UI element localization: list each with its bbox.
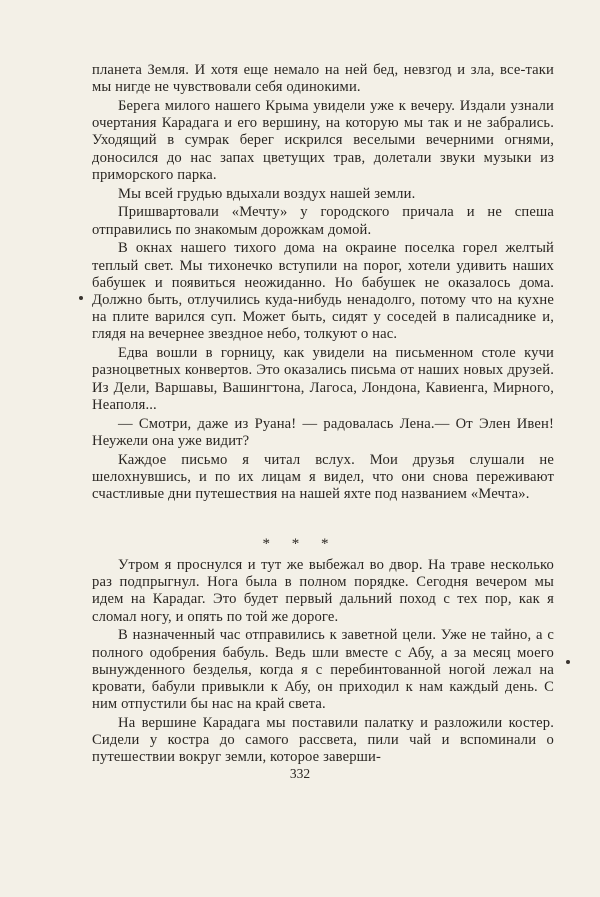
page-number: 332: [289, 766, 311, 781]
paragraph: Пришвартовали «Мечту» у городского причала и не спеша отправились по знакомым дорожкам домой.: [92, 204, 554, 238]
paragraph: Мы всей грудью вдыхали воздух нашей земли.: [118, 185, 416, 202]
paragraph: В назначенный час отправились к заветной цели. Уже не тайно, а с полного одобрения бабуль. Ведь шли вместе с Абу, а за месяц моего вынужденного безделья, когда я с перебинтованной ногой лежал на кровати, бабули привыкли к Абу, он приходил к нам каждый день. С ним отпустили бы нас на край света.: [92, 627, 554, 713]
paragraph: Едва вошли в горницу, как увидели на письменном столе кучи разноцветных конвертов. Это оказались письма от наших новых друзей. Из Дели, Варшавы, Вашингтона, Лагоса, Лондона, Кавиенга, Мирного, Неаполя...: [92, 345, 554, 413]
margin-dot-icon: [79, 296, 83, 300]
paragraph: Берега милого нашего Крыма увидели уже к вечеру. Издали узнали очертания Карадага и его вершину, на которую мы так и не забрались. Уходящий в сумрак берег искрился веселыми вечерними огнями, доносился до нас запах цветущих трав, долетали звуки музыки из приморского парка.: [92, 98, 554, 183]
paragraph: — Смотри, даже из Руана! — радовалась Лена.— От Элен Ивен! Неужели она уже видит?: [92, 415, 554, 449]
main-text-bottom: [92, 557, 554, 768]
paragraph: Утром я проснулся и тут же выбежал во двор. На траве несколько раз подпрыгнул. Нога была в полном порядке. Сегодня вечером мы идем на Карадаг. Это будет первый дальний поход с тех пор, как я сломал ногу, и опять по той же дороге.: [92, 557, 554, 625]
margin-dot-icon: [566, 660, 570, 664]
paragraph: На вершине Карадага мы поставили палатку и разложили костер. Сидели у костра до самого рассвета, пили чай и вспоминали о путешествии вокруг земли, которое заверши-: [92, 715, 554, 766]
section-separator: * * *: [262, 536, 338, 552]
main-text-top: [92, 62, 554, 505]
paragraph: Каждое письмо я читал вслух. Мои друзья слушали не шелохнувшись, и по их лицам я видел, что они снова переживают счастливые дни путешествия на нашей яхте под названием «Мечта».: [92, 451, 554, 503]
paragraph: В окнах нашего тихого дома на окраине поселка горел желтый теплый свет. Мы тихонечко вступили на порог, хотели удивить наших бабушек и появиться неожиданно. Но бабушек не оказалось дома. Должно быть, отлучились куда-нибудь ненадолго, потому что на кухне на плите варился суп. Может быть, сидят у соседей в палисаднике и, глядя на вечернее звездное небо, толкуют о нас.: [92, 240, 554, 343]
paragraph: планета Земля. И хотя еще немало на ней бед, невзгод и зла, все-таки мы нигде не чувствовали себя одинокими.: [92, 62, 554, 96]
